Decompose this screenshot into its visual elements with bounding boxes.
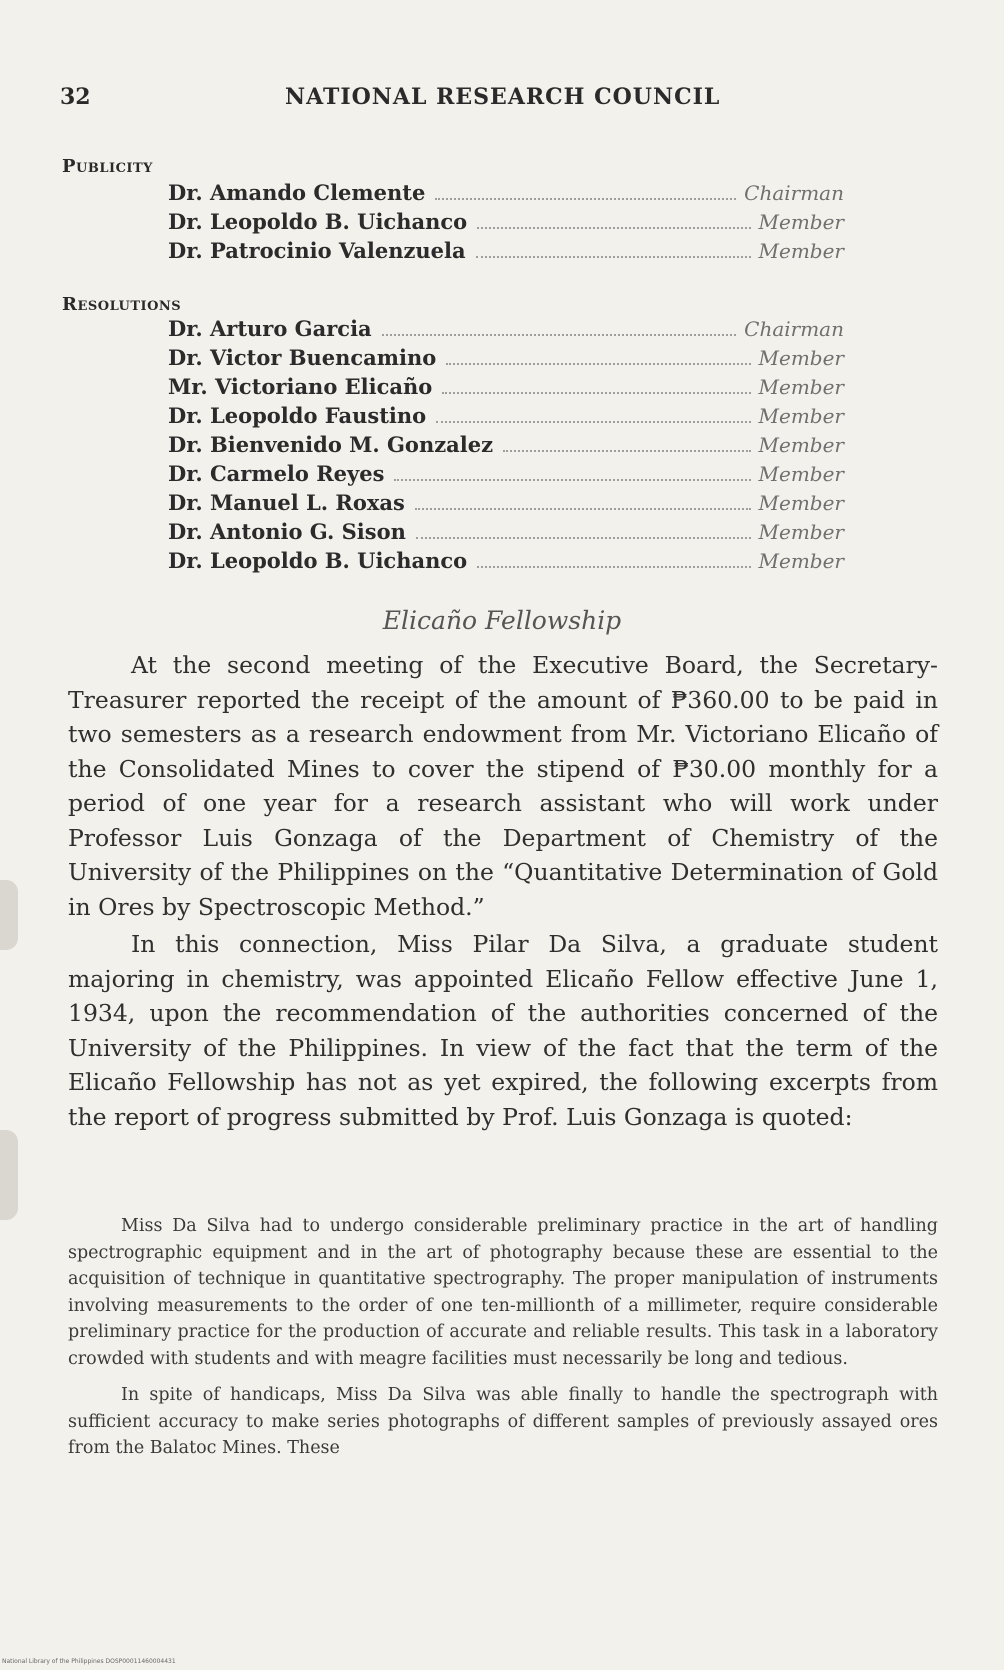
member-row xyxy=(168,345,844,374)
member-name: Dr. Leopoldo B. Uichanco xyxy=(168,548,468,573)
page-number: 32 xyxy=(60,84,91,110)
member-role: Member xyxy=(758,210,844,234)
quoted-excerpt xyxy=(68,1213,938,1462)
member-role: Member xyxy=(758,375,844,399)
publicity-member-list xyxy=(168,180,844,267)
running-head xyxy=(0,84,1004,114)
member-row xyxy=(168,519,844,548)
member-role: Member xyxy=(758,520,844,544)
member-row xyxy=(168,461,844,490)
dot-leader xyxy=(394,479,750,481)
fellowship-heading: Elicaño Fellowship xyxy=(382,606,622,635)
member-name: Dr. Bienvenido M. Gonzalez xyxy=(168,432,494,457)
dot-leader xyxy=(416,537,751,539)
member-name: Mr. Victoriano Elicaño xyxy=(168,374,433,399)
dot-leader xyxy=(435,198,736,200)
member-name: Dr. Victor Buencamino xyxy=(168,345,437,370)
member-name: Dr. Carmelo Reyes xyxy=(168,461,385,486)
dot-leader xyxy=(477,227,750,229)
member-name: Dr. Amando Clemente xyxy=(168,180,426,205)
member-name: Dr. Leopoldo B. Uichanco xyxy=(168,209,468,234)
resolutions-member-list xyxy=(168,316,844,577)
dot-leader xyxy=(436,421,750,423)
member-row xyxy=(168,180,844,209)
body-paragraph: At the second meeting of the Executive Board, the Secretary-Treasurer reported the receipt of the amount of ₱360.00 to be paid in two semesters as a research endowment from Mr. Victoriano Elicaño of the Consolidated Mines to cover the stipend of ₱30.00 monthly for a period of one year for a research assistant who will work under Professor Luis Gonzaga of the Department of Chemistry of the University of the Philippines on the “Quantitative Determination of Gold in Ores by Spectroscopic Method.” xyxy=(68,651,938,921)
scan-credit: National Library of the Philippines DOSP00011460004431 xyxy=(2,1658,176,1665)
dot-leader xyxy=(503,450,751,452)
quote-paragraph: Miss Da Silva had to undergo considerable preliminary practice in the art of handling spectrographic equipment and in the art of photography because these are essential to the acquisition of technique in quantitative spectrography. The proper manipulation of instruments involving measurements to the order of one ten-millionth of a millimeter, require considerable preliminary practice for the production of accurate and reliable results. This task in a laboratory crowded with students and with meagre facilities must necessarily be long and tedious. xyxy=(68,1216,938,1369)
dot-leader xyxy=(415,508,751,510)
quote-paragraph: In spite of handicaps, Miss Da Silva was able finally to handle the spectrograph with sufficient accuracy to make series photographs of different samples of previously assayed ores from the Balatoc Mines. These xyxy=(68,1385,938,1458)
member-name: Dr. Antonio G. Sison xyxy=(168,519,406,544)
member-name: Dr. Arturo Garcia xyxy=(168,316,372,341)
member-row xyxy=(168,490,844,519)
member-role: Member xyxy=(758,404,844,428)
member-role: Member xyxy=(758,462,844,486)
member-row xyxy=(168,548,844,577)
dot-leader xyxy=(476,256,751,258)
running-title: NATIONAL RESEARCH COUNCIL xyxy=(285,84,721,110)
member-role: Member xyxy=(758,491,844,515)
fellowship-body xyxy=(68,648,938,1134)
member-row xyxy=(168,432,844,461)
page-edge-shadow xyxy=(0,880,18,950)
resolutions-heading: Resolutions xyxy=(62,294,182,315)
member-role: Member xyxy=(758,346,844,370)
publicity-heading: Publicity xyxy=(62,156,153,177)
dot-leader xyxy=(442,392,750,394)
member-role: Member xyxy=(758,433,844,457)
member-role: Member xyxy=(758,239,844,263)
member-role: Chairman xyxy=(744,317,844,341)
member-name: Dr. Manuel L. Roxas xyxy=(168,490,405,515)
member-name: Dr. Patrocinio Valenzuela xyxy=(168,238,466,263)
member-name: Dr. Leopoldo Faustino xyxy=(168,403,427,428)
member-role: Member xyxy=(758,549,844,573)
page-edge-shadow xyxy=(0,1130,18,1220)
member-role: Chairman xyxy=(744,181,844,205)
dot-leader xyxy=(477,566,750,568)
member-row xyxy=(168,374,844,403)
member-row xyxy=(168,316,844,345)
dot-leader xyxy=(382,334,737,336)
member-row xyxy=(168,209,844,238)
member-row xyxy=(168,238,844,267)
member-row xyxy=(168,403,844,432)
body-paragraph: In this connection, Miss Pilar Da Silva, a graduate student majoring in chemistry, was appointed Elicaño Fellow effective June 1, 1934, upon the recommendation of the authorities concerned of the University of the Philippines. In view of the fact that the term of the Elicaño Fellowship has not as yet expired, the following excerpts from the report of progress submitted by Prof. Luis Gonzaga is quoted: xyxy=(68,930,938,1131)
dot-leader xyxy=(446,363,750,365)
